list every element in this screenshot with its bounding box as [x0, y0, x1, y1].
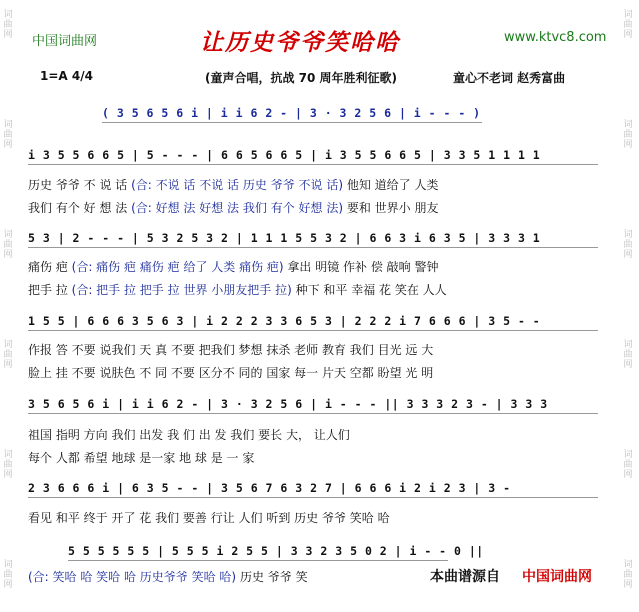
lyric-line	[28, 199, 438, 216]
chorus-lyric: (合: 痛伤 疤 痛伤 疤 给了 人类 痛伤 疤)	[71, 260, 288, 274]
lyric-line	[28, 568, 308, 585]
song-title: 让历史爷爷笑哈哈	[200, 29, 400, 56]
lyric-line	[28, 341, 433, 358]
chorus-lyric: (合: 不说 话 不说 话 历史 爷爷 不说 话)	[131, 178, 347, 192]
footer-site: 中国词曲网	[522, 569, 592, 585]
solo-lyric: 把手 拉	[28, 283, 72, 297]
solo-lyric: 我们 有个 好 想 法	[28, 201, 132, 215]
solo-lyric: 历史 爷爷 笑	[239, 570, 308, 584]
chorus-lyric: (合: 笑哈 哈 笑哈 哈 历史爷爷 笑哈 哈)	[28, 570, 240, 584]
watermark-column: 词 曲 网	[623, 560, 633, 590]
notation-line: 1 5 5 | 6 6 6 3 5 6 3 | i 2 2 2 3 3 6 5 3 | 2 2 2 i 7 6 6 6 | 3 5 - -	[28, 314, 541, 328]
watermark-column: 词 曲 网	[3, 450, 13, 480]
watermark-column: 词 曲 网	[623, 10, 633, 40]
beat-underline	[68, 560, 448, 561]
watermark-column: 词 曲 网	[623, 120, 633, 150]
solo-lyric: 要和 世界小 朋友	[346, 201, 439, 215]
solo-lyric: 每个 人都 希望 地球 是一家 地 球 是 一 家	[28, 451, 255, 465]
watermark-column: 词 曲 网	[3, 560, 13, 590]
footer-source: 本曲谱源自	[430, 569, 500, 585]
beat-underline	[28, 413, 598, 414]
solo-lyric: 种下 和平 幸福 花 笑在 人人	[295, 283, 447, 297]
solo-lyric: 拿出 明镜 作补 偿 敲响 警钟	[287, 260, 439, 274]
chorus-lyric: (合: 好想 法 好想 法 我们 有个 好想 法)	[131, 201, 347, 215]
solo-lyric: 作报 答 不要 说我们 天 真 不要 把我们 梦想 抹杀 老师 教育 我们 目光 远 大	[28, 343, 434, 357]
watermark-column: 词 曲 网	[3, 10, 13, 40]
solo-lyric: 他知 道给了 人类	[346, 178, 439, 192]
watermark-column: 词 曲 网	[623, 340, 633, 370]
solo-lyric: 脸上 挂 不要 说肤色 不 同 不要 区分不 同的 国家 每一 片天 空都 盼望 光 明	[28, 366, 434, 380]
watermark-column: 词 曲 网	[3, 230, 13, 260]
solo-lyric: 看见 和平 终于 开了 花 我们 要善 行让 人们 听到 历史 爷爷 笑哈 哈	[28, 511, 390, 525]
solo-lyric: 痛伤 疤	[28, 260, 72, 274]
key-signature: 1=A 4/4	[40, 69, 93, 83]
notation-line: i 3 5 5 6 6 5 | 5 - - - | 6 6 5 6 6 5 | i 3 5 5 6 6 5 | 3 3 5 1 1 1 1	[28, 148, 541, 162]
solo-lyric: 历史 爷爷 不 说 话	[28, 178, 132, 192]
notation-line: 3 5 6 5 6 i | i i 6 2 - | 3 · 3 2 5 6 | i - - - || 3 3 3 2 3 - | 3 3 3	[28, 397, 548, 411]
notation-line: 5 5 5 5 5 5 | 5 5 5 i 2 5 5 | 3 3 2 3 5 0 2 | i - - 0 ||	[68, 544, 484, 558]
notation-line: 2 3 6 6 6 i | 6 3 5 - - | 3 5 6 7 6 3 2 7 | 6 6 6 i 2 i 2 3 | 3 -	[28, 481, 511, 495]
site-url-right: www.ktvc8.com	[504, 30, 607, 45]
notation-line: 5 3 | 2 - - - | 5 3 2 5 3 2 | 1 1 1 5 5 3 2 | 6 6 3 i 6 3 5 | 3 3 3 1	[28, 231, 541, 245]
chorus-lyric: (合: 把手 拉 把手 拉 世界 小朋友把手 拉)	[71, 283, 296, 297]
beat-underline	[28, 247, 598, 248]
lyric-line	[28, 176, 438, 193]
lyric-line	[28, 426, 350, 443]
beat-underline	[28, 164, 598, 165]
watermark-column: 词 曲 网	[3, 340, 13, 370]
lyric-line	[28, 449, 254, 466]
solo-lyric: 祖国 指明 方向 我们 出发 我 们 出 发 我们 要长 大， 让人们	[28, 428, 350, 442]
song-subtitle: (童声合唱，抗战 70 周年胜利征歌)	[205, 71, 398, 85]
watermark-column: 词 曲 网	[623, 230, 633, 260]
lyric-line	[28, 281, 447, 298]
song-credits: 童心不老词 赵秀富曲	[453, 71, 566, 85]
beat-underline	[28, 330, 598, 331]
lyric-line	[28, 509, 390, 526]
notation-line: ( 3 5 6 5 6 i | i i 6 2 - | 3 · 3 2 5 6 | i - - - )	[102, 106, 481, 120]
watermark-column: 词 曲 网	[623, 450, 633, 480]
site-name-left: 中国词曲网	[32, 34, 98, 49]
lyric-line	[28, 258, 438, 275]
watermark-column: 词 曲 网	[3, 120, 13, 150]
beat-underline	[28, 497, 598, 498]
lyric-line	[28, 364, 433, 381]
beat-underline	[102, 122, 482, 123]
